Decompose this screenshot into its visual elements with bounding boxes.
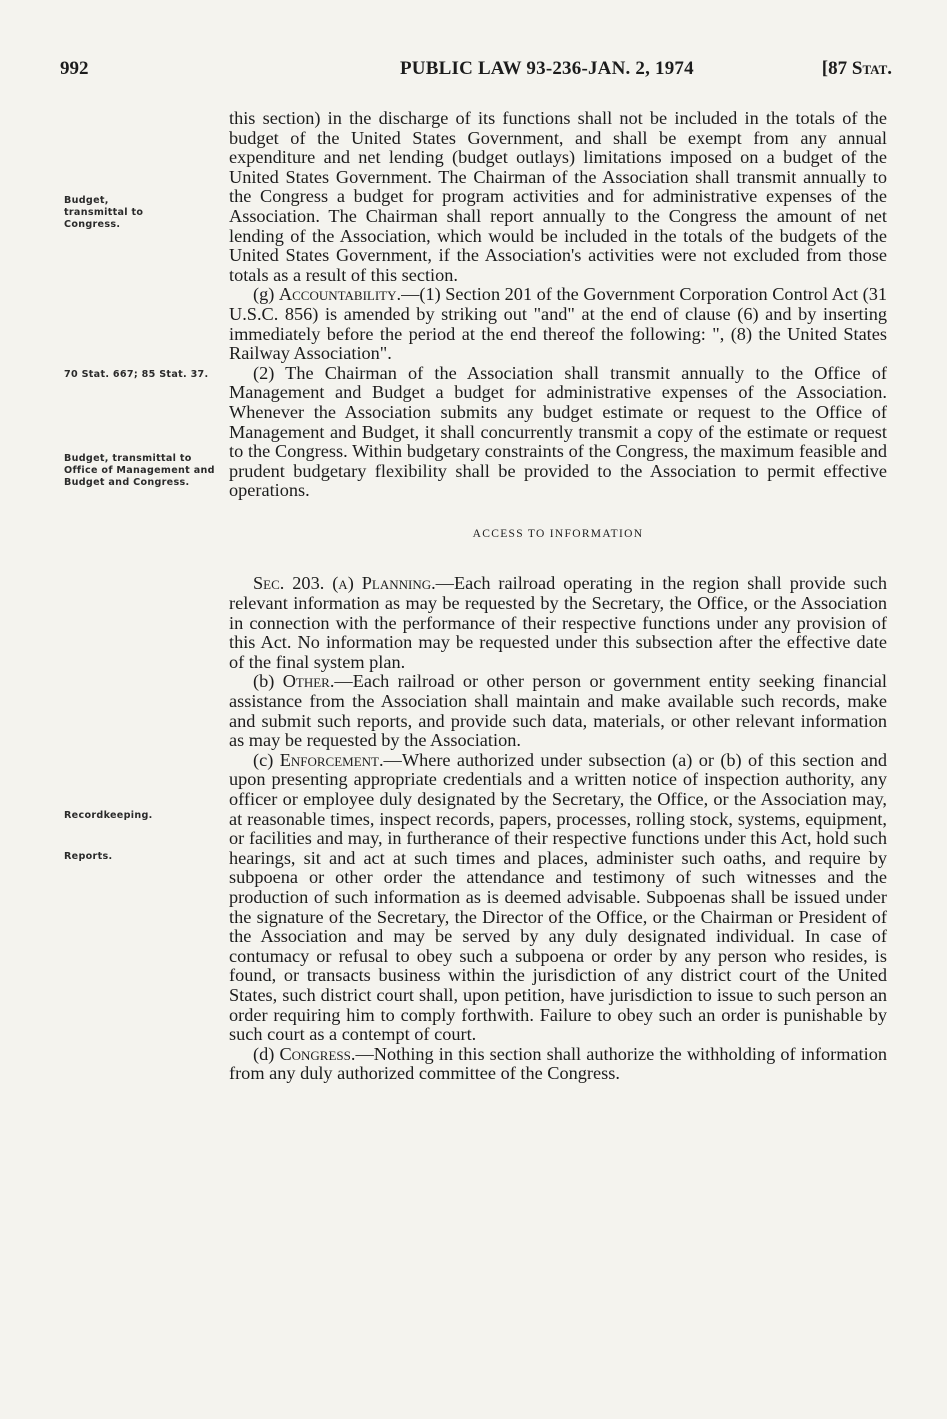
paragraph-enforcement — [229, 751, 887, 1045]
paragraph-congress — [229, 1045, 887, 1084]
document-body — [229, 109, 887, 1084]
page-number: 992 — [60, 58, 89, 79]
subsection-label: Accountability. — [278, 284, 402, 305]
section-lead: Sec. 203. (a) — [253, 573, 362, 594]
paragraph-accountability — [229, 285, 887, 363]
paragraph-planning — [229, 574, 887, 672]
margin-note-budget-congress: Budget, transmittal to Congress. — [64, 195, 144, 230]
subsection-text: —(1) Section 201 of the Government Corporation Control Act (31 U.S.C. 856) is amended by striking out "and" at the end of clause (6) and by inserting immediately before the period at the end thereof the following: ", (8) the United States Railway Association". — [229, 284, 888, 364]
subsection-lead: (b) — [253, 671, 283, 692]
subsection-text: —Each railroad or other person or government entity seeking financial assistance from the Association shall maintain and make available such records, make and submit such reports, and provide such data, materials, or other relevant information as may be requested by the Association. — [229, 671, 887, 751]
subsection-lead: (c) — [253, 749, 280, 770]
subsection-text: —Nothing in this section shall authorize the withholding of information from any duly authorized committee of the Congress. — [229, 1043, 887, 1084]
paragraph-budget-exclusion: this section) in the discharge of its functions shall not be included in the totals of the budget of the United States Government, and shall be exempt from any annual expenditure and net lending (budget outlays) limitations imposed on a budget of the United States Government. The Chairman of the Association shall transmit annually to the Congress a budget for program activities and for administrative expenses of the Association. The Chairman shall report annually to the Congress the amount of net lending of the Association, which would be included in the totals of the budgets of the United States Government, if the Association's activities were not excluded from those totals as a result of this section. — [229, 108, 887, 285]
subsection-label: Congress. — [279, 1043, 356, 1064]
section-heading: ACCESS TO INFORMATION — [472, 527, 644, 540]
margin-note-budget-omb: Budget, transmittal to Office of Management and Budget and Congress. — [64, 453, 215, 488]
statute-reference: [87 Stat. — [821, 58, 892, 79]
paragraph-budget-omb: (2) The Chairman of the Association shall transmit annually to the Office of Management and Budget a budget for administrative expenses of the Association. Whenever the Association submits any budget estimate or request to the Office of Management and Budget, it shall concurrently transmit a copy of the estimate or request to the Congress. Within budgetary constraints of the Congress, the maximum feasible and prudent budgetary flexibility shall be provided to the Association to permit effective operations. — [229, 362, 887, 501]
page-header — [60, 58, 892, 84]
subsection-lead: (g) — [253, 284, 279, 305]
margin-note-recordkeeping: Recordkeeping. — [64, 810, 153, 821]
paragraph-other — [229, 672, 887, 750]
subsection-label: Enforcement. — [279, 749, 384, 770]
subsection-text: —Each railroad operating in the region shall provide such relevant information as may be requested by the Secretary, the Office, or the Association in connection with the performance of their respective functions under any provision of this Act. No information may be requested under this subsection after the effective date of the final system plan. — [229, 573, 887, 672]
subsection-lead: (d) — [253, 1043, 280, 1064]
margin-note-statute-citation: 70 Stat. 667; 85 Stat. 37. — [64, 369, 209, 380]
margin-note-reports: Reports. — [64, 851, 113, 862]
subsection-text: —Where authorized under subsection (a) or (b) of this section and upon presenting appropriate credentials and a written notice of inspection authority, any officer or employee duly designated by the Secretary, the Office, or the Association may, at reasonable times, inspect records, papers, processes, rolling stock, systems, equipment, or facilities and may, in furtherance of their respective functions under this Act, hold such hearings, sit and act at such times and places, administer such oaths, and require by subpoena or other order the attendance and testimony of such witnesses and the production of such information as is deemed advisable. Subpoenas shall be issued under the signature of the Secretary, the Director of the Office, or the Chairman or President of the Association and may be served by any duly designated individual. In case of contumacy or refusal to obey such a subpoena or order by any person who resides, is found, or transacts business within the jurisdiction of any district court of the United States, such district court shall, upon petition, have jurisdiction to issue to such person an order requiring him to comply forthwith. Failure to obey such an order is punishable by such court as a contempt of court. — [229, 749, 887, 1045]
subsection-label: Other. — [282, 671, 335, 692]
subsection-label: Planning. — [361, 573, 436, 594]
page-title: PUBLIC LAW 93-236-JAN. 2, 1974 — [400, 58, 694, 79]
